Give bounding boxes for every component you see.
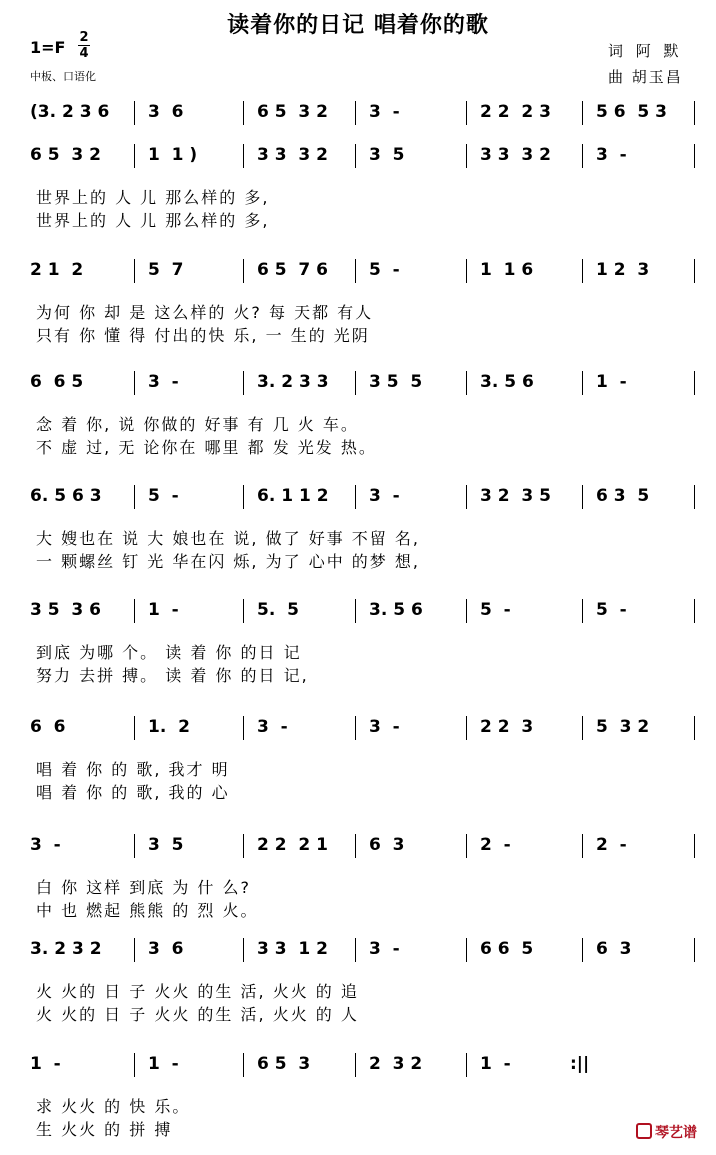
measure-notes: 6 5 7 6 (257, 260, 328, 280)
measure-notes: 6 5 3 2 (257, 102, 328, 122)
barline (694, 938, 695, 962)
lyrics-verse-2: 只有 你 懂 得 付出的快 乐, 一 生的 光阴 (36, 326, 370, 345)
measure-notes: 5 - (480, 600, 511, 620)
barline (582, 371, 583, 395)
notes-row (0, 370, 716, 398)
lyrics-verse-1: 求 火火 的 快 乐。 (36, 1097, 191, 1116)
measure-notes: 6 3 (596, 939, 632, 959)
measure-notes: 5 3 2 (596, 717, 650, 737)
lyrics-verse-2: 中 也 燃起 熊熊 的 烈 火。 (36, 901, 259, 920)
measure-notes: 3 - (257, 717, 288, 737)
measure-notes: 3 - (369, 717, 400, 737)
barline (466, 1053, 467, 1077)
measure-notes: 2 1 2 (30, 260, 84, 280)
measure-notes: 5 - (148, 486, 179, 506)
barline (355, 144, 356, 168)
barline (134, 834, 135, 858)
lyrics-verse-2: 火 火的 日 子 火火 的生 活, 火火 的 人 (36, 1005, 359, 1024)
lyrics-verse-1: 念 着 你, 说 你做的 好事 有 几 火 车。 (36, 415, 359, 434)
measure-notes: 3 - (369, 486, 400, 506)
notes-row (0, 937, 716, 965)
measure-notes: 3. 2 3 3 (257, 372, 329, 392)
notes-row (0, 833, 716, 861)
watermark-logo (636, 1122, 697, 1142)
measure-notes: 2 - (480, 835, 511, 855)
notes-row (0, 1052, 716, 1080)
barline (355, 599, 356, 623)
composer-credit: 曲 胡玉昌 (608, 68, 683, 86)
measure-notes: 3 6 (148, 102, 184, 122)
measure-notes: 3 5 5 (369, 372, 423, 392)
measure-notes: 2 2 2 3 (480, 102, 551, 122)
lyrics-verse-1: 大 嫂也在 说 大 娘也在 说, 做了 好事 不留 名, (36, 529, 420, 548)
measure-notes: 3. 5 6 (369, 600, 423, 620)
barline (694, 371, 695, 395)
measure-notes: 2 - (596, 835, 627, 855)
measure-notes: 3. 5 6 (480, 372, 534, 392)
barline (134, 1053, 135, 1077)
measure-notes: 2 2 3 (480, 717, 534, 737)
lyrics-verse-1: 为何 你 却 是 这么样的 火? 每 天都 有人 (36, 303, 374, 322)
tempo-marking: 中板、口语化 (30, 70, 96, 83)
barline (243, 1053, 244, 1077)
measure-notes: 3 - (596, 145, 627, 165)
measure-notes: 3 - (369, 102, 400, 122)
barline (134, 938, 135, 962)
barline (466, 599, 467, 623)
barline (355, 716, 356, 740)
measure-notes: 3 3 3 2 (257, 145, 328, 165)
measure-notes: 1 - (480, 1054, 511, 1074)
measure-notes: 5 - (369, 260, 400, 280)
measure-notes: 6 6 5 (30, 372, 84, 392)
lyrics-verse-1: 白 你 这样 到底 为 什 么? (36, 878, 252, 897)
barline (134, 101, 135, 125)
barline (243, 144, 244, 168)
measure-notes: 1 - (148, 1054, 179, 1074)
measure-notes: 5 - (596, 600, 627, 620)
barline (355, 371, 356, 395)
barline (134, 599, 135, 623)
barline (134, 371, 135, 395)
measure-notes: (3. 2 3 6 (30, 102, 110, 122)
measure-notes: 3 5 3 6 (30, 600, 101, 620)
barline (355, 101, 356, 125)
barline (243, 371, 244, 395)
measure-notes: 6. 5 6 3 (30, 486, 102, 506)
measure-notes: 5 7 (148, 260, 184, 280)
measure-notes: 3 - (148, 372, 179, 392)
measure-notes: 3 - (30, 835, 61, 855)
measure-notes: 3 3 3 2 (480, 145, 551, 165)
measure-notes: 1 - (596, 372, 627, 392)
barline (134, 716, 135, 740)
barline (466, 834, 467, 858)
measure-notes: 6 5 3 (257, 1054, 311, 1074)
measure-notes: 3 3 1 2 (257, 939, 328, 959)
lyricist-credit: 词 阿 默 (608, 42, 683, 60)
barline (582, 485, 583, 509)
barline (466, 259, 467, 283)
measure-notes: 6 6 5 (480, 939, 534, 959)
barline (694, 259, 695, 283)
barline (694, 599, 695, 623)
watermark-text: 琴艺谱 (655, 1125, 697, 1141)
measure-notes: 1. 2 (148, 717, 190, 737)
barline (694, 101, 695, 125)
measure-notes: 3 - (369, 939, 400, 959)
barline (694, 716, 695, 740)
barline (466, 938, 467, 962)
barline (694, 144, 695, 168)
barline (582, 716, 583, 740)
measure-notes: 3 2 3 5 (480, 486, 551, 506)
barline (582, 834, 583, 858)
barline (694, 834, 695, 858)
time-signature-top: 2 (79, 30, 89, 45)
barline (582, 144, 583, 168)
notes-row (0, 715, 716, 743)
notes-row (0, 100, 716, 128)
lyrics-verse-2: 唱 着 你 的 歌, 我的 心 (36, 783, 230, 802)
piano-logo-icon (636, 1123, 652, 1139)
barline (466, 485, 467, 509)
measure-notes: 6 5 3 2 (30, 145, 101, 165)
measure-notes: 3 5 (369, 145, 405, 165)
barline (694, 485, 695, 509)
barline (355, 1053, 356, 1077)
barline (466, 144, 467, 168)
measure-notes: 5 6 5 3 (596, 102, 667, 122)
measure-notes: 3 6 (148, 939, 184, 959)
measure-notes: 1 2 3 (596, 260, 650, 280)
measure-notes: 1 1 ) (148, 145, 198, 165)
measure-notes: 1 - (148, 600, 179, 620)
measure-notes: 2 2 2 1 (257, 835, 328, 855)
lyrics-verse-2: 世界上的 人 儿 那么样的 多, (36, 211, 270, 230)
barline (355, 485, 356, 509)
barline (582, 259, 583, 283)
barline (466, 716, 467, 740)
time-signature (76, 30, 92, 61)
time-signature-bottom: 4 (79, 46, 89, 61)
barline (243, 599, 244, 623)
barline (243, 716, 244, 740)
lyrics-verse-2: 努力 去拼 搏。 读 着 你 的日 记, (36, 666, 309, 685)
barline (243, 834, 244, 858)
barline (134, 259, 135, 283)
measure-notes: 6 3 (369, 835, 405, 855)
notes-row (0, 143, 716, 171)
barline (466, 101, 467, 125)
notes-row (0, 598, 716, 626)
barline (582, 101, 583, 125)
measure-notes: 2 3 2 (369, 1054, 423, 1074)
barline (243, 259, 244, 283)
measure-notes: 5. 5 (257, 600, 299, 620)
notes-row (0, 484, 716, 512)
measure-notes: 1 1 6 (480, 260, 534, 280)
lyrics-verse-1: 世界上的 人 儿 那么样的 多, (36, 188, 270, 207)
barline (134, 485, 135, 509)
lyrics-verse-1: 火 火的 日 子 火火 的生 活, 火火 的 追 (36, 982, 359, 1001)
barline (134, 144, 135, 168)
barline (243, 101, 244, 125)
repeat-sign: :|| (570, 1054, 590, 1074)
barline (582, 938, 583, 962)
barline (355, 259, 356, 283)
barline (355, 834, 356, 858)
lyrics-verse-1: 唱 着 你 的 歌, 我才 明 (36, 760, 230, 779)
lyrics-verse-2: 生 火火 的 拼 搏 (36, 1120, 173, 1139)
notes-row (0, 258, 716, 286)
barline (582, 599, 583, 623)
measure-notes: 1 - (30, 1054, 61, 1074)
measure-notes: 6 6 (30, 717, 66, 737)
measure-notes: 6. 1 1 2 (257, 486, 329, 506)
measure-notes: 6 3 5 (596, 486, 650, 506)
key-signature: 1=F (30, 38, 66, 57)
barline (243, 938, 244, 962)
barline (355, 938, 356, 962)
song-title: 读着你的日记 唱着你的歌 (227, 13, 489, 38)
lyrics-verse-1: 到底 为哪 个。 读 着 你 的日 记 (36, 643, 302, 662)
barline (243, 485, 244, 509)
measure-notes: 3 5 (148, 835, 184, 855)
lyrics-verse-2: 一 颗螺丝 钉 光 华在闪 烁, 为了 心中 的梦 想, (36, 552, 420, 571)
measure-notes: 3. 2 3 2 (30, 939, 102, 959)
lyrics-verse-2: 不 虚 过, 无 论你在 哪里 都 发 光发 热。 (36, 438, 377, 457)
barline (466, 371, 467, 395)
